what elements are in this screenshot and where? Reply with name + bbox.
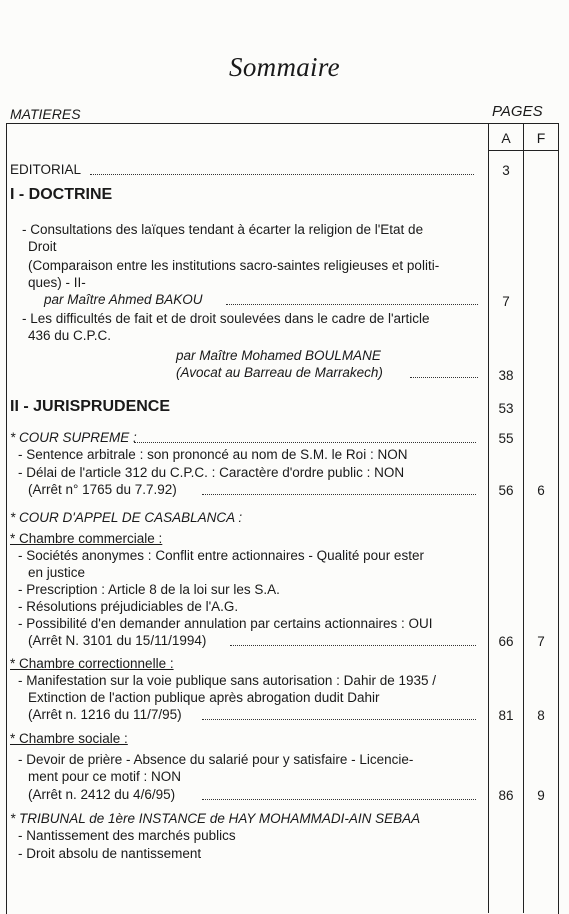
dot-leader bbox=[230, 645, 476, 646]
entry-text: - Les difficultés de fait et de droit soulevées dans le cadre de l'article bbox=[22, 311, 430, 326]
entry-author: par Maître Mohamed BOULMANE bbox=[176, 348, 381, 363]
matieres-header: MATIERES bbox=[10, 106, 81, 122]
page-number-f: 9 bbox=[537, 788, 545, 803]
entry-text: - Délai de l'article 312 du C.P.C. : Caractère d'ordre public : NON bbox=[18, 465, 405, 480]
entry-text: - Possibilité d'en demander annulation par certains actionnaires : OUI bbox=[18, 616, 433, 631]
entry-text: (Comparaison entre les institutions sacro-saintes religieuses et politi- bbox=[28, 258, 440, 273]
editorial-entry: EDITORIAL bbox=[10, 162, 82, 177]
court-heading: * COUR D'APPEL DE CASABLANCA : bbox=[10, 510, 243, 525]
page-number-a: 7 bbox=[502, 294, 510, 309]
entry-text: Droit bbox=[28, 239, 57, 254]
chamber-heading: * Chambre sociale : bbox=[10, 731, 128, 746]
pages-header: PAGES bbox=[492, 103, 543, 120]
column-f-header: F bbox=[536, 130, 546, 146]
page-number-a: 86 bbox=[498, 788, 514, 803]
court-heading: * COUR SUPREME : bbox=[10, 430, 137, 445]
dot-leader bbox=[202, 719, 476, 720]
entry-text: - Sentence arbitrale : son prononcé au nom de S.M. le Roi : NON bbox=[18, 447, 408, 462]
entry-author: par Maître Ahmed BAKOU bbox=[44, 292, 203, 307]
dot-leader bbox=[202, 494, 476, 495]
entry-text: ques) - II- bbox=[28, 275, 86, 290]
page-number-a: 3 bbox=[502, 163, 510, 178]
entry-text: Extinction de l'action publique après abrogation dudit Dahir bbox=[28, 690, 380, 705]
chamber-heading: * Chambre correctionnelle : bbox=[10, 656, 174, 671]
column-header-rule bbox=[488, 150, 558, 151]
dot-leader bbox=[226, 304, 478, 305]
entry-text: - Prescription : Article 8 de la loi sur les S.A. bbox=[18, 582, 280, 597]
page-number-a: 55 bbox=[498, 431, 514, 446]
page-number-f: 8 bbox=[537, 708, 545, 723]
column-a-header: A bbox=[501, 130, 511, 146]
dot-leader bbox=[202, 799, 476, 800]
dot-leader bbox=[410, 377, 478, 378]
page-number-a: 53 bbox=[498, 401, 514, 416]
chamber-heading: * Chambre commerciale : bbox=[10, 531, 163, 546]
section-heading-jurisprudence: II - JURISPRUDENCE bbox=[10, 398, 171, 415]
entry-text: en justice bbox=[28, 565, 86, 580]
entry-text: - Résolutions préjudiciables de l'A.G. bbox=[18, 599, 239, 614]
entry-text: 436 du C.P.C. bbox=[28, 328, 112, 343]
entry-text: (Arrêt n. 1216 du 11/7/95) bbox=[28, 707, 182, 722]
dot-leader bbox=[134, 442, 476, 443]
page-number-f: 7 bbox=[537, 634, 545, 649]
dot-leader bbox=[90, 174, 474, 175]
entry-text: ment pour ce motif : NON bbox=[28, 769, 182, 784]
entry-text: (Arrêt n° 1765 du 7.7.92) bbox=[28, 482, 177, 497]
page-number-a: 38 bbox=[498, 368, 514, 383]
entry-text: - Devoir de prière - Absence du salarié pour y satisfaire - Licencie- bbox=[18, 752, 414, 767]
page-title: Sommaire bbox=[229, 52, 340, 82]
page-number-a: 66 bbox=[498, 634, 514, 649]
entry-text: - Nantissement des marchés publics bbox=[18, 828, 236, 843]
court-heading: * TRIBUNAL de 1ère INSTANCE de HAY MOHAMMADI-AIN SEBAA bbox=[10, 811, 421, 826]
entry-text: - Droit absolu de nantissement bbox=[18, 846, 202, 861]
entry-text: (Arrêt N. 3101 du 15/11/1994) bbox=[28, 633, 207, 648]
entry-text: - Manifestation sur la voie publique sans autorisation : Dahir de 1935 / bbox=[18, 673, 436, 688]
entry-text: - Consultations des laïques tendant à écarter la religion de l'Etat de bbox=[22, 222, 424, 237]
entry-text: - Sociétés anonymes : Conflit entre actionnaires - Qualité pour ester bbox=[18, 548, 424, 563]
page-number-a: 81 bbox=[498, 708, 514, 723]
page-number-a: 56 bbox=[498, 483, 514, 498]
entry-affiliation: (Avocat au Barreau de Marrakech) bbox=[176, 365, 383, 380]
section-heading-doctrine: I - DOCTRINE bbox=[10, 186, 113, 203]
page-number-f: 6 bbox=[537, 483, 545, 498]
entry-text: (Arrêt n. 2412 du 4/6/95) bbox=[28, 787, 176, 802]
